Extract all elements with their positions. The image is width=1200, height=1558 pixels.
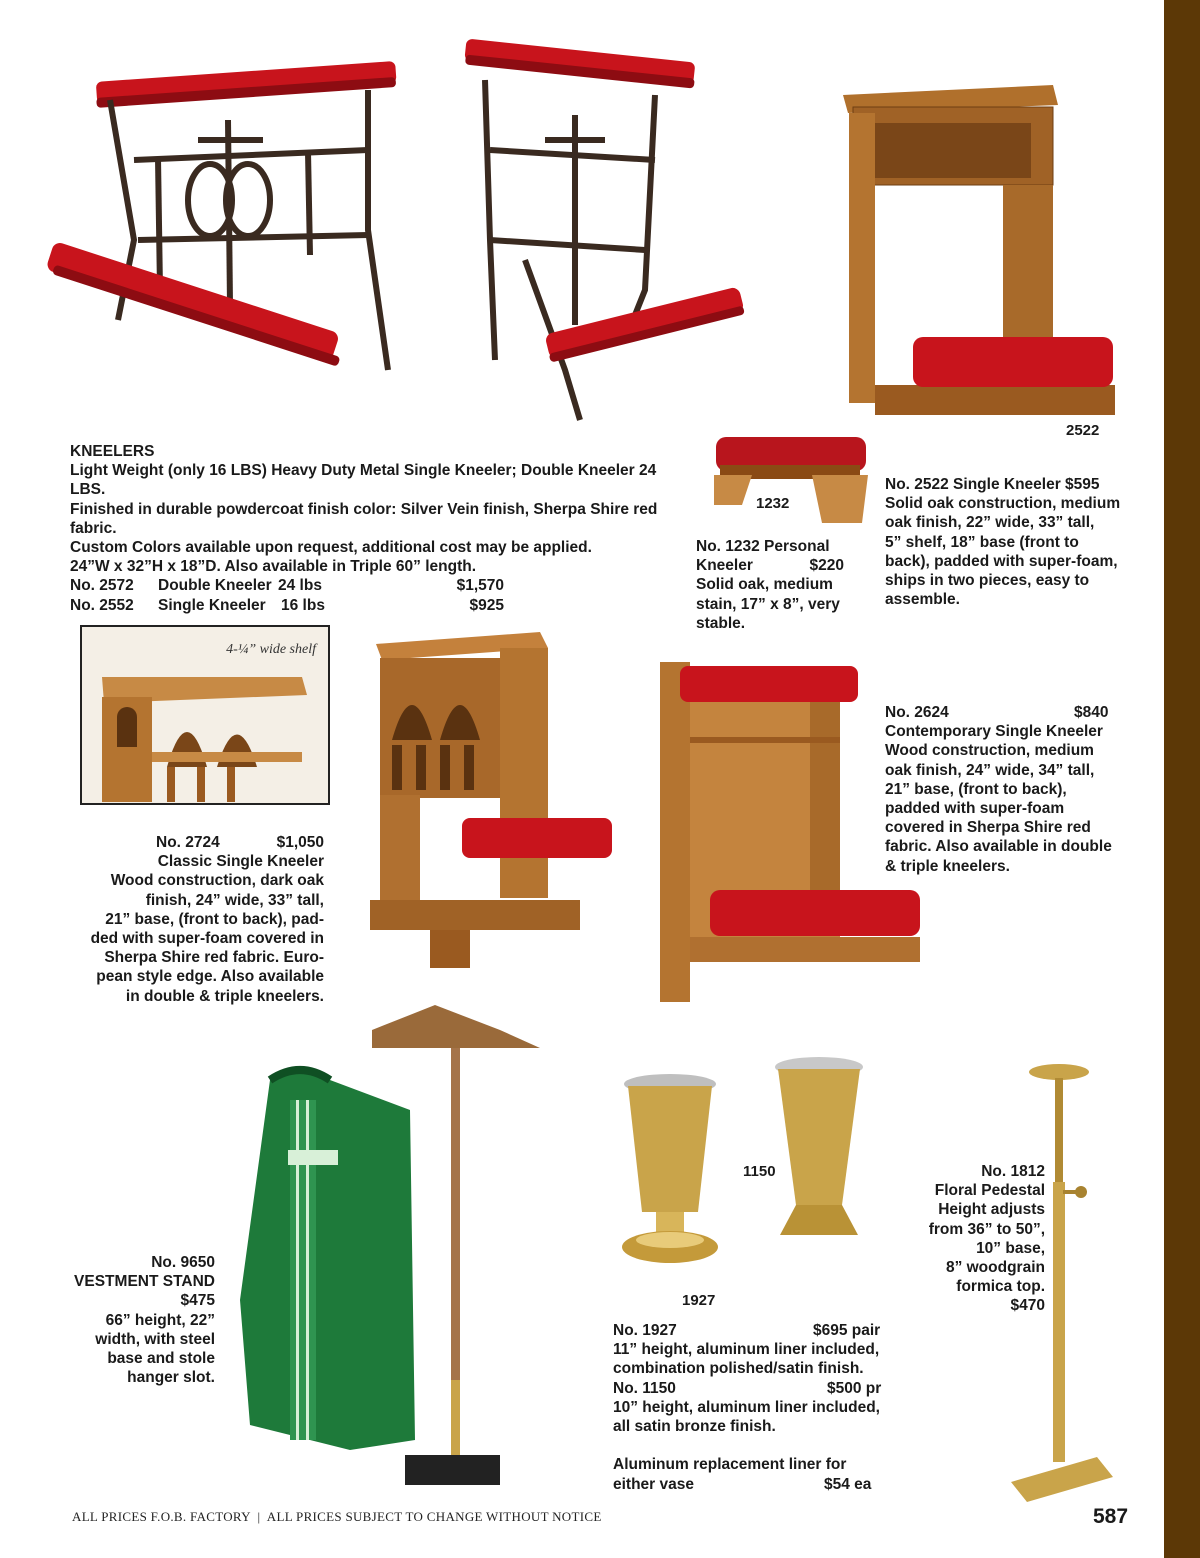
p1812-line: No. 1812	[981, 1163, 1045, 1180]
price-row-2552	[70, 596, 670, 615]
p2624-number: No. 2624	[885, 704, 949, 721]
p9650-line: No. 9650	[151, 1254, 215, 1271]
item-weight: 24 lbs	[278, 577, 322, 595]
p1812-line: from 36” to 50”,	[928, 1220, 1045, 1238]
page-edge-band	[1164, 0, 1200, 1558]
p1812-line: $470	[1010, 1297, 1045, 1315]
kneelers-line: Custom Colors available upon request, additional cost may be applied.	[70, 539, 592, 557]
p2724-line: Sherpa Shire red fabric. Euro-	[104, 949, 324, 967]
item-name: Single Kneeler	[158, 596, 266, 614]
p2724-line: pean style edge. Also available	[96, 968, 324, 986]
p2522-line: ships in two pieces, easy to	[885, 572, 1090, 590]
p2724-line: Classic Single Kneeler	[157, 853, 324, 871]
p2624-line: 21” base, (front to back),	[885, 780, 1067, 798]
footer-separator: |	[257, 1509, 261, 1524]
item-price: $925	[469, 596, 504, 614]
p2624-line: covered in Sherpa Shire red	[885, 819, 1091, 837]
contemporary-kneeler-2624-description	[885, 703, 1125, 876]
p2724-line: finish, 24” wide, 33” tall,	[145, 891, 324, 909]
p2522-line: No. 2522 Single Kneeler $595	[885, 476, 1100, 493]
label-1232: 1232	[756, 495, 790, 512]
personal-kneeler-1232-image	[712, 435, 870, 525]
p9650-line: base and stole	[107, 1350, 215, 1368]
vases-description	[613, 1321, 903, 1494]
p1232-price-row	[696, 556, 844, 575]
p9650-line: VESTMENT STAND	[74, 1273, 215, 1291]
p1927-line: 11” height, aluminum liner included,	[613, 1341, 880, 1359]
p1812-line: Height adjusts	[938, 1201, 1045, 1219]
p1232-title: No. 1232 Personal	[696, 538, 830, 555]
p2724-line: in double & triple kneelers.	[125, 987, 324, 1005]
label-1927: 1927	[682, 1292, 716, 1309]
oak-kneeler-2522-image	[843, 85, 1118, 425]
p1927-line: combination polished/satin finish.	[613, 1360, 864, 1378]
p1150-price: $500 pr	[827, 1379, 882, 1397]
p1927-number: No. 1927	[613, 1322, 677, 1339]
p2522-line: oak finish, 22” wide, 33” tall,	[885, 514, 1095, 532]
shelf-detail-inset	[80, 625, 330, 805]
vase-1150-image	[772, 1055, 867, 1250]
classic-kneeler-2724-image	[370, 630, 625, 1000]
kneelers-line: 24”W x 32”H x 18”D. Also available in Triple 60” length.	[70, 558, 477, 576]
p1927-price-row	[613, 1321, 903, 1340]
floral-pedestal-1812-description	[905, 1162, 1045, 1316]
p1150-price-row	[613, 1379, 903, 1398]
p2624-line: fabric. Also available in double	[885, 838, 1112, 856]
metal-double-kneeler-image	[38, 40, 398, 430]
p1232-name: Kneeler	[696, 557, 753, 575]
p9650-line: $475	[180, 1292, 215, 1310]
p2624-line: Wood construction, medium	[885, 742, 1094, 760]
kneelers-line: Light Weight (only 16 LBS) Heavy Duty Metal Single Kneeler; Double Kneeler 24	[70, 462, 657, 480]
p2624-price: $840	[1074, 704, 1109, 721]
p9650-line: width, with steel	[95, 1330, 215, 1348]
p1232-line: stain, 17” x 8”, very	[696, 595, 840, 613]
shelf-detail-image	[92, 657, 312, 802]
footer-left: ALL PRICES F.O.B. FACTORY	[72, 1509, 251, 1524]
p1232-line: Solid oak, medium	[696, 576, 833, 594]
p2522-line: back), padded with super-foam,	[885, 552, 1118, 570]
p1812-line: formica top.	[956, 1278, 1045, 1296]
item-weight: 16 lbs	[281, 596, 325, 614]
kneelers-heading: KNEELERS	[70, 443, 155, 460]
item-number: No. 2552	[70, 596, 134, 614]
label-1150: 1150	[743, 1163, 776, 1180]
inset-caption: 4-¼” wide shelf	[226, 642, 316, 657]
p9650-line: 66” height, 22”	[105, 1311, 215, 1329]
p1927-price: $695 pair	[813, 1322, 881, 1339]
footer-notice	[72, 1509, 602, 1525]
liner-price-row	[613, 1475, 903, 1494]
p1232-price: $220	[809, 557, 844, 575]
p1150-number: No. 1150	[613, 1379, 676, 1397]
p2724-number: No. 2724	[156, 834, 220, 851]
p2624-line: oak finish, 24” wide, 34” tall,	[885, 761, 1095, 779]
liner-label: either vase	[613, 1475, 694, 1493]
label-2522: 2522	[1066, 422, 1100, 439]
item-name: Double Kneeler	[158, 577, 272, 595]
kneelers-line: LBS.	[70, 481, 106, 499]
kneelers-description	[70, 442, 670, 615]
price-row-2572	[70, 576, 670, 595]
item-price: $1,570	[456, 577, 504, 595]
metal-single-kneeler-image	[455, 40, 735, 430]
p2724-line: ded with super-foam covered in	[90, 930, 324, 947]
vestment-stand-9650-image	[210, 1000, 545, 1490]
p2624-line: padded with super-foam	[885, 800, 1065, 817]
p2724-price-row	[60, 833, 324, 852]
classic-kneeler-2724-description	[60, 833, 324, 1006]
kneelers-line: fabric.	[70, 519, 117, 537]
p2522-line: 5” shelf, 18” base (front to	[885, 533, 1079, 551]
p2724-line: Wood construction, dark oak	[110, 872, 324, 890]
kneelers-line: Finished in durable powdercoat finish color: Silver Vein finish, Sherpa Shire red	[70, 500, 658, 518]
p2522-line: assemble.	[885, 591, 960, 609]
footer-right: ALL PRICES SUBJECT TO CHANGE WITHOUT NOTICE	[266, 1509, 602, 1524]
p2624-line: & triple kneelers.	[885, 857, 1010, 875]
page-number: 587	[1093, 1505, 1129, 1528]
kneeler-2522-description	[885, 475, 1135, 609]
p1812-line: 10” base,	[976, 1239, 1045, 1257]
p2724-line: 21” base, (front to back), pad-	[105, 910, 324, 928]
item-number: No. 2572	[70, 577, 134, 595]
p1150-line: 10” height, aluminum liner included,	[613, 1398, 880, 1416]
p2624-line: Contemporary Single Kneeler	[885, 723, 1103, 741]
liner-line: Aluminum replacement liner for	[613, 1456, 847, 1474]
personal-kneeler-1232-description	[696, 537, 844, 633]
p1812-line: Floral Pedestal	[934, 1182, 1045, 1200]
p2624-price-row	[885, 703, 1125, 722]
p1232-line: stable.	[696, 614, 746, 632]
liner-price: $54 ea	[824, 1475, 872, 1493]
p2724-price: $1,050	[276, 834, 324, 851]
p9650-line: hanger slot.	[127, 1369, 215, 1387]
p1812-line: 8” woodgrain	[945, 1259, 1045, 1277]
p2522-line: Solid oak construction, medium	[885, 495, 1121, 513]
vestment-stand-9650-description	[35, 1253, 215, 1387]
vase-1927-image	[618, 1072, 723, 1272]
p1150-line: all satin bronze finish.	[613, 1417, 776, 1435]
